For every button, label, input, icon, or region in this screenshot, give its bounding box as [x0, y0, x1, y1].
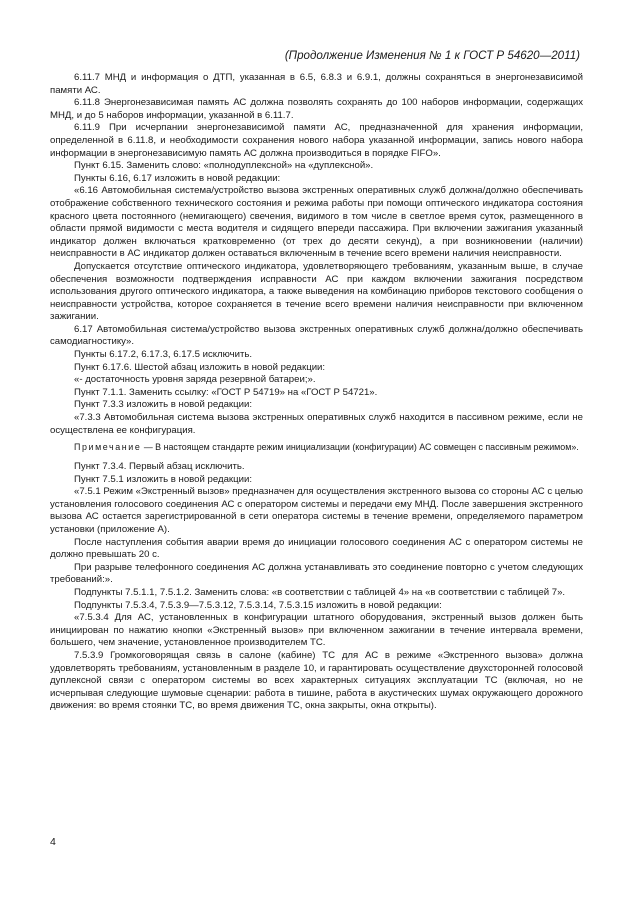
paragraph: «7.5.1 Режим «Экстренный вызов» предназначен для осуществления экстренного вызова со стороны АС с целью установления голосового соединения АС с оператором системы и передачи ему МНД. После завершения экстренного вызова АС остается зарегистрированной в сети оператора системы в течение времени, определяемого параметром установки (приложение А).	[50, 486, 583, 535]
paragraph: Пункт 7.5.1 изложить в новой редакции:	[74, 473, 252, 485]
paragraph: «6.16 Автомобильная система/устройство вызова экстренных оперативных служб должна/должно обеспечивать отображение собственного технического состояния и режима работы при помощи оптического индикатора состояния красного цвета постоянного (немигающего) свечения, видимого в том числе в светлое время суток, размещенного в области прямой видимости с места водителя и сидящего впереди пассажира. При включении зажигания указанный индикатор должен включаться кратковременно (от трех до десяти секунд), а при возникновении (наличии) неисправности в АС индикатор должен оставаться включенным в течение всего времени наличия неисправности.	[50, 185, 583, 260]
paragraph: После наступления события аварии время до инициации голосового соединения АС с оператором системы не должно превышать 20 с.	[50, 536, 583, 561]
paragraph: При разрыве телефонного соединения АС должна устанавливать это соединение повторно с учетом следующих требований:».	[50, 561, 583, 586]
paragraph: Пункт 6.17.6. Шестой абзац изложить в новой редакции:	[74, 361, 326, 373]
paragraph: Допускается отсутствие оптического индикатора, удовлетворяющего требованиям, указанным выше, в случае обеспечения возможности подтверждения исправности АС при каждом включении зажигания посредством использования другого оптического индикатора, а также выведения на комбинацию приборов текстового сообщения о неисправности устройства, которое сохраняется в течение всего времени наличия неисправности при включенном зажигании.	[50, 260, 583, 323]
paragraph: Пункт 7.1.1. Заменить ссылку: «ГОСТ Р 54719» на «ГОСТ Р 54721».	[74, 386, 378, 398]
note-text: — В настоящем стандарте режим инициализации (конфигурации) АС совмещен с пассивным режимом».	[141, 442, 579, 453]
paragraph: «7.5.3.4 Для АС, установленных в конфигурации штатного оборудования, экстренный вызов должен быть инициирован по нажатию кнопки «Экстренный вызов» при включенном зажигании в течение интервала времени, большего, чем значение, установленное производителем ТС.	[50, 612, 583, 649]
document-body	[50, 72, 583, 713]
page-number: 4	[50, 836, 56, 848]
paragraph: 6.17 Автомобильная система/устройство вызова экстренных оперативных служб должна/должно обеспечивать самодиагностику».	[50, 323, 583, 348]
paragraph: Пункт 6.15. Заменить слово: «полнодуплексной» на «дуплексной».	[74, 160, 374, 172]
paragraph: 6.11.8 Энергонезависимая память АС должна позволять сохранять до 100 наборов информации, содержащих МНД, и до 5 наборов информации, указанной в 6.11.7.	[50, 97, 583, 121]
paragraph: Подпункты 7.5.1.1, 7.5.1.2. Заменить слова: «в соответствии с таблицей 4» на «в соответствии с таблицей 7».	[74, 586, 566, 598]
paragraph: Подпункты 7.5.3.4, 7.5.3.9—7.5.3.12, 7.5.3.14, 7.5.3.15 изложить в новой редакции:	[74, 599, 442, 611]
paragraph: Пункты 6.17.2, 6.17.3, 6.17.5 исключить.	[74, 349, 253, 361]
paragraph: «7.3.3 Автомобильная система вызова экстренных оперативных служб находится в пассивном режиме, если не осуществлена ее конфигурация.	[50, 412, 583, 436]
paragraph: 6.11.9 При исчерпании энергонезависимой памяти АС, предназначенной для хранения информации, определенной в 6.11.8, и необходимости сохранения нового набора указанной информации, запись нового набора информации в энергонезависимую память АС должна производиться в порядке FIFO».	[50, 122, 583, 159]
paragraph: Пункты 6.16, 6.17 изложить в новой редакции:	[74, 172, 281, 184]
paragraph: 6.11.7 МНД и информация о ДТП, указанная в 6.5, 6.8.3 и 6.9.1, должны сохраняться в энергонезависимой памяти АС.	[50, 72, 583, 96]
note-label: Примечание	[74, 442, 142, 453]
page-header: (Продолжение Изменения № 1 к ГОСТ Р 54620—2011)	[284, 49, 580, 62]
paragraph: Пункт 7.3.4. Первый абзац исключить.	[74, 461, 245, 473]
paragraph: 7.5.3.9 Громкоговорящая связь в салоне (кабине) ТС для АС в режиме «Экстренного вызова» должна удовлетворять требованиям, установленным в разделе 10, и гарантировать осуществление двухсторонней голосовой дуплексной связи с оператором системы во всех характерных ситуациях эксплуатации ТС (включая, но не исчерпывая следующие шумовые сценарии: работа в тишине, работа в акустических шумах окружающего дорожного движения: во время стоянки ТС, во время движения ТС, окна закрыты, окна открыты).	[50, 649, 583, 712]
note-paragraph	[50, 442, 583, 454]
paragraph: «- достаточность уровня заряда резервной батареи;».	[74, 374, 316, 386]
paragraph: Пункт 7.3.3 изложить в новой редакции:	[74, 399, 252, 411]
